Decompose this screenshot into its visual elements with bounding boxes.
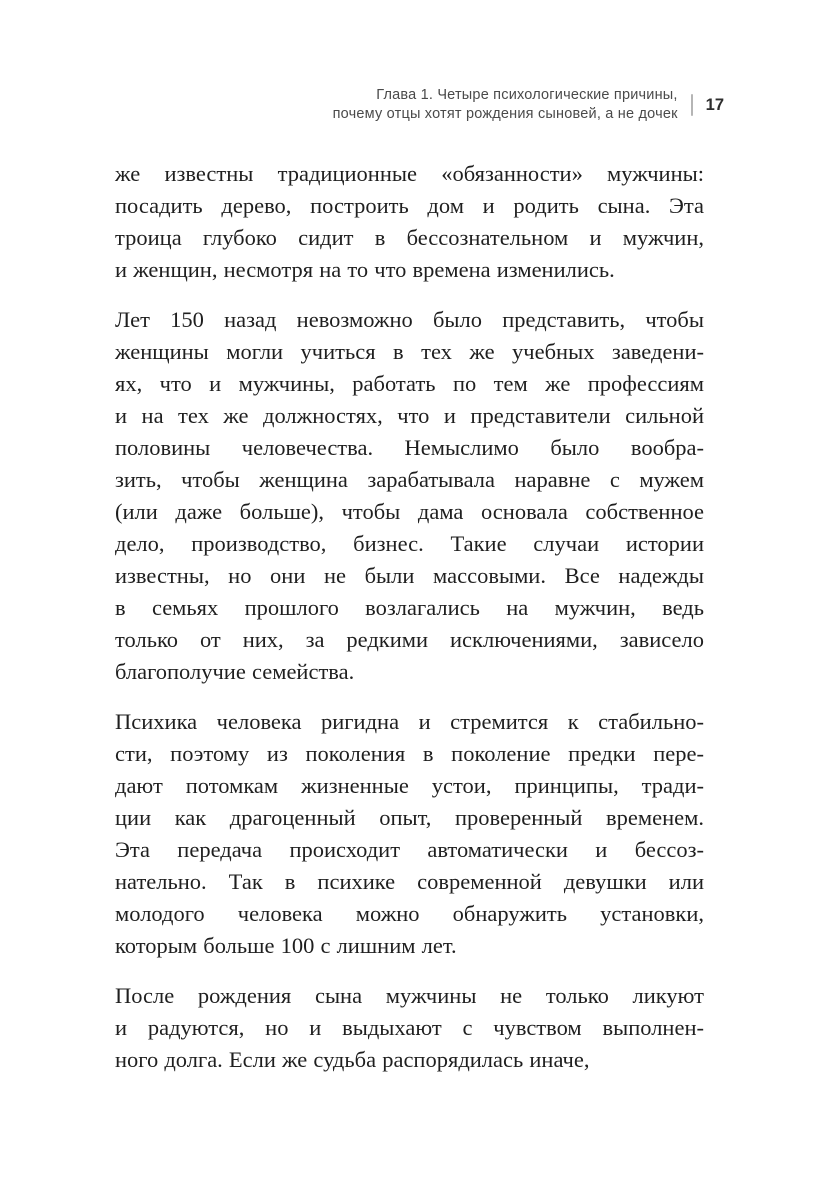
text-line: и радуются, но и выдыхают с чувством выполнен- (115, 1015, 704, 1040)
text-line: молодого человека можно обнаружить установки, (115, 901, 704, 926)
text-line: нательно. Так в психике современной девушки или (115, 869, 704, 894)
chapter-title (333, 86, 678, 124)
text-line: дело, производство, бизнес. Такие случаи истории (115, 531, 704, 556)
running-head (333, 86, 724, 124)
paragraph (115, 706, 704, 962)
text-line: Эта передача происходит автоматически и бессоз- (115, 837, 704, 862)
text-line: женщины могли учиться в тех же учебных заведени- (115, 339, 704, 364)
body-text (115, 158, 704, 1076)
text-line: сти, поэтому из поколения в поколение предки пере- (115, 741, 704, 766)
header-divider (691, 94, 693, 116)
text-line: и на тех же должностях, что и представители сильной (115, 403, 704, 428)
text-line: Психика человека ригидна и стремится к стабильно- (115, 709, 704, 734)
text-line: только от них, за редкими исключениями, зависело (115, 627, 704, 652)
chapter-title-line-2: почему отцы хотят рождения сыновей, а не дочек (332, 106, 678, 122)
text-line: (или даже больше), чтобы дама основала собственное (115, 499, 704, 524)
text-line: благополучие семейства. (115, 659, 355, 684)
text-line: же известны традиционные «обязанности» мужчины: (115, 161, 704, 186)
text-line: половины человечества. Немыслимо было вообра- (115, 435, 704, 460)
text-line: в семьях прошлого возлагались на мужчин, ведь (115, 595, 704, 620)
chapter-title-line-1: Глава 1. Четыре психологические причины, (376, 87, 678, 103)
text-line: которым больше 100 с лишним лет. (115, 933, 457, 958)
text-line: дают потомкам жизненные устои, принципы, тради- (115, 773, 704, 798)
text-line: зить, чтобы женщина зарабатывала наравне с мужем (115, 467, 704, 492)
text-line: ях, что и мужчины, работать по тем же профессиям (115, 371, 704, 396)
text-line: После рождения сына мужчины не только ликуют (115, 983, 704, 1008)
text-line: ного долга. Если же судьба распорядилась иначе, (115, 1047, 590, 1072)
page-number: 17 (705, 95, 724, 114)
text-line: троица глубоко сидит в бессознательном и мужчин, (115, 225, 704, 250)
text-line: Лет 150 назад невозможно было представить, чтобы (115, 307, 704, 332)
text-line: ции как драгоценный опыт, проверенный временем. (115, 805, 704, 830)
paragraph (115, 158, 704, 286)
text-line: и женщин, несмотря на то что времена изменились. (115, 257, 615, 282)
paragraph (115, 304, 704, 688)
paragraph (115, 980, 704, 1076)
text-line: известны, но они не были массовыми. Все надежды (115, 563, 704, 588)
text-line: посадить дерево, построить дом и родить сына. Эта (115, 193, 704, 218)
